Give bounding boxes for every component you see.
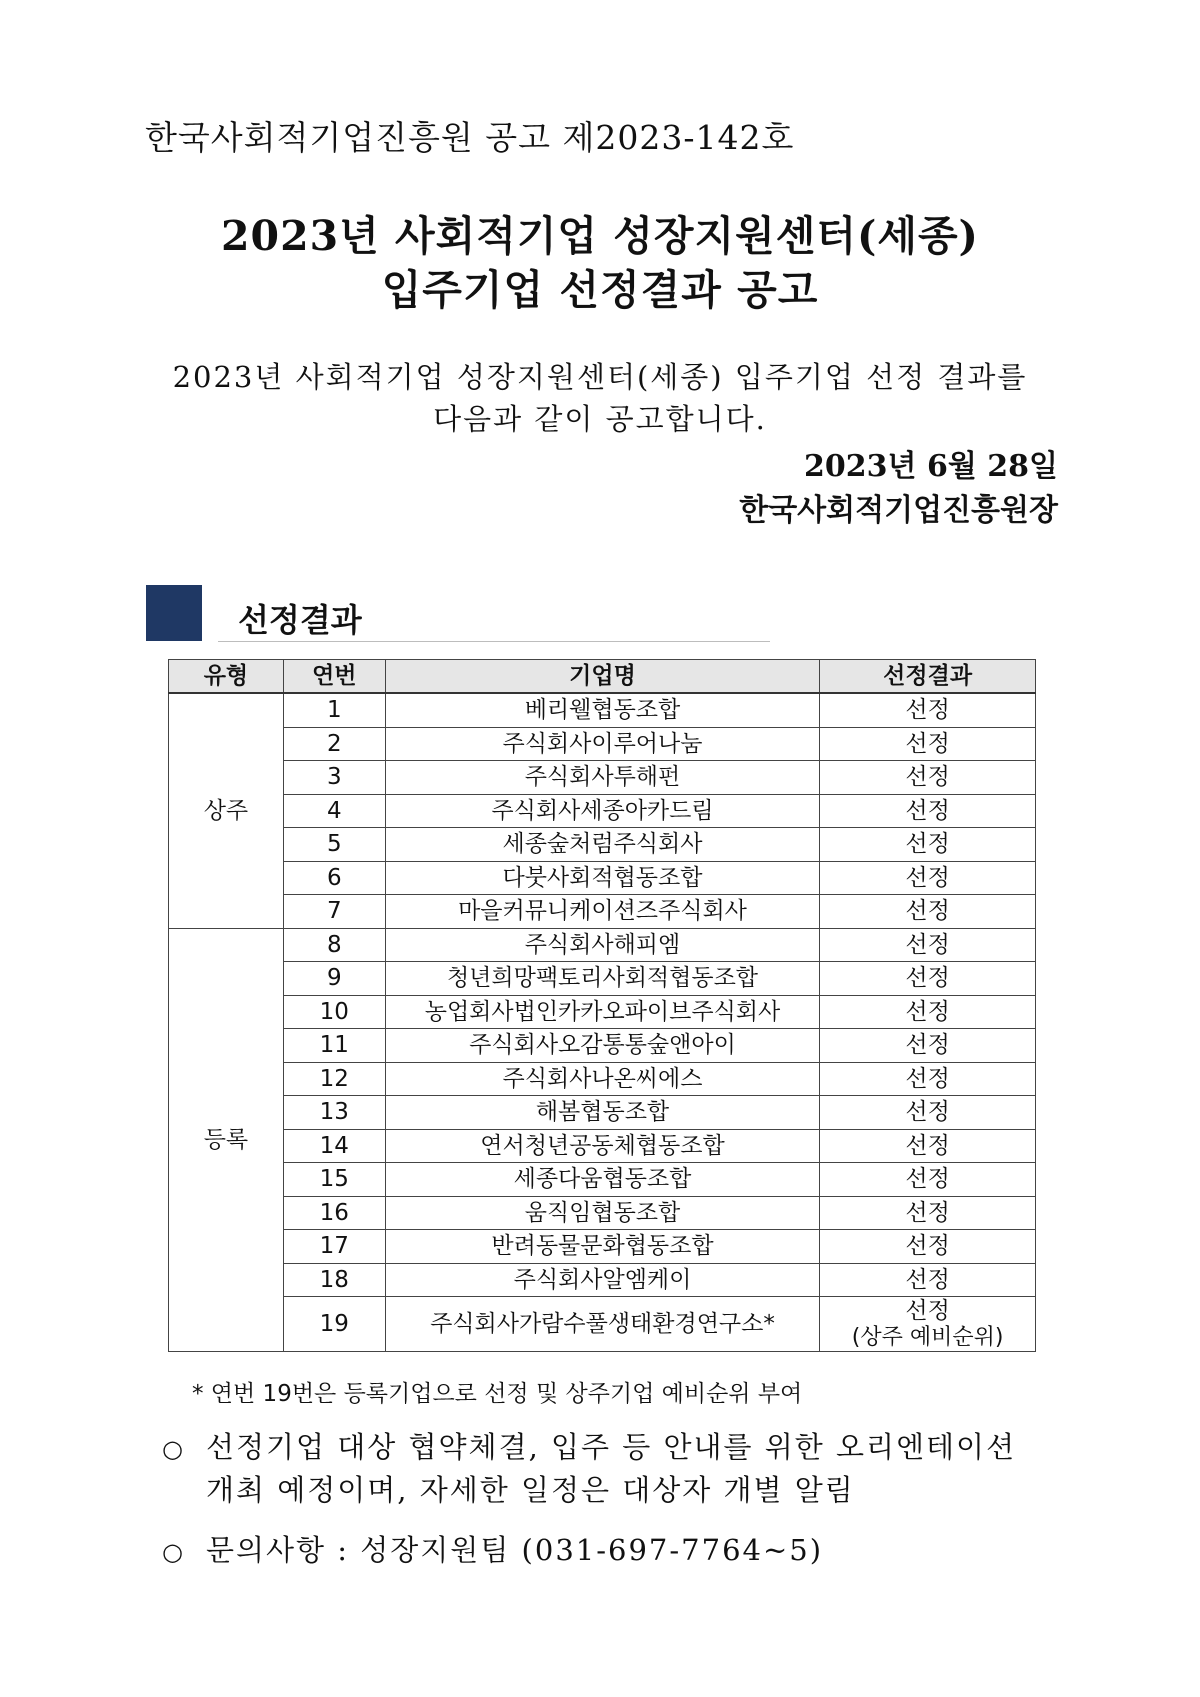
circle-bullet-icon: ○ (162, 1435, 185, 1463)
row-result: 선정 (905, 1298, 950, 1325)
row-number: 14 (283, 1129, 385, 1163)
row-number: 17 (283, 1230, 385, 1264)
row-number: 3 (283, 761, 385, 795)
intro-line-2: 다음과 같이 공고합니다. (433, 402, 767, 436)
row-result: 선정 (820, 861, 1036, 895)
notice-number: 한국사회적기업진흥원 공고 제2023-142호 (145, 118, 795, 157)
announcement-date: 2023년 6월 28일 (804, 449, 1058, 484)
row-result: 선정 (820, 928, 1036, 962)
row-result: 선정 (820, 1230, 1036, 1264)
table-row (169, 1297, 1036, 1352)
row-company: 주식회사세종아카드림 (385, 794, 819, 828)
row-result: 선정 (820, 1196, 1036, 1230)
table-row (169, 828, 1036, 862)
table-row (169, 761, 1036, 795)
row-company: 주식회사오감통통숲앤아이 (385, 1029, 819, 1063)
table-row (169, 1196, 1036, 1230)
footnote: * 연번 19번은 등록기업으로 선정 및 상주기업 예비순위 부여 (192, 1381, 803, 1407)
header-company: 기업명 (385, 660, 819, 694)
row-result-cell (820, 1297, 1036, 1352)
row-result: 선정 (820, 962, 1036, 996)
row-number: 13 (283, 1096, 385, 1130)
row-result: 선정 (820, 794, 1036, 828)
table-row (169, 895, 1036, 929)
table-row (169, 1062, 1036, 1096)
table-row (169, 727, 1036, 761)
bullet-text: 문의사항 : 성장지원팀 (031-697-7764~5) (206, 1533, 824, 1567)
table-row (169, 928, 1036, 962)
row-company: 주식회사해피엠 (385, 928, 819, 962)
section-divider (218, 641, 770, 642)
table-row (169, 1029, 1036, 1063)
row-number: 11 (283, 1029, 385, 1063)
table-row (169, 1096, 1036, 1130)
row-company: 청년희망팩토리사회적협동조합 (385, 962, 819, 996)
row-result: 선정 (820, 1129, 1036, 1163)
row-company: 움직임협동조합 (385, 1196, 819, 1230)
table-row (169, 1163, 1036, 1197)
bullet-text: 선정기업 대상 협약체결, 입주 등 안내를 위한 오리엔테이션 (206, 1430, 1017, 1464)
row-number: 15 (283, 1163, 385, 1197)
row-number: 9 (283, 962, 385, 996)
row-result: 선정 (820, 828, 1036, 862)
row-number: 18 (283, 1263, 385, 1297)
section-title: 선정결과 (238, 601, 362, 639)
row-number: 4 (283, 794, 385, 828)
row-number: 19 (283, 1297, 385, 1352)
row-company: 마을커뮤니케이션즈주식회사 (385, 895, 819, 929)
row-company: 베리웰협동조합 (385, 693, 819, 727)
row-company: 반려동물문화협동조합 (385, 1230, 819, 1264)
table-row (169, 1230, 1036, 1264)
row-number: 2 (283, 727, 385, 761)
table-row (169, 995, 1036, 1029)
row-number: 8 (283, 928, 385, 962)
table-row (169, 1129, 1036, 1163)
result-table (168, 659, 1036, 1352)
row-result: 선정 (820, 1029, 1036, 1063)
table-row (169, 962, 1036, 996)
row-number: 16 (283, 1196, 385, 1230)
row-result: 선정 (820, 1263, 1036, 1297)
row-result: 선정 (820, 1163, 1036, 1197)
table-row (169, 693, 1036, 727)
row-result: 선정 (820, 995, 1036, 1029)
header-number: 연번 (283, 660, 385, 694)
row-number: 1 (283, 693, 385, 727)
page-title-line-2: 입주기업 선정결과 공고 (381, 266, 819, 314)
table-row (169, 861, 1036, 895)
table-row (169, 1263, 1036, 1297)
section-marker (146, 585, 202, 641)
row-result-note: (상주 예비순위) (851, 1324, 1004, 1350)
row-company: 세종다움협동조합 (385, 1163, 819, 1197)
bullet-orientation (162, 1425, 1016, 1466)
row-company: 농업회사법인카카오파이브주식회사 (385, 995, 819, 1029)
header-result: 선정결과 (820, 660, 1036, 694)
row-company: 주식회사가람수풀생태환경연구소* (385, 1297, 819, 1352)
row-number: 7 (283, 895, 385, 929)
table-header-row (169, 660, 1036, 694)
row-result: 선정 (820, 761, 1036, 795)
row-number: 6 (283, 861, 385, 895)
page-title-line-1: 2023년 사회적기업 성장지원센터(세종) (221, 212, 979, 260)
row-result: 선정 (820, 1062, 1036, 1096)
row-number: 5 (283, 828, 385, 862)
row-result: 선정 (820, 693, 1036, 727)
group-resident: 상주 (169, 693, 284, 928)
table-row (169, 794, 1036, 828)
row-number: 10 (283, 995, 385, 1029)
row-result: 선정 (820, 727, 1036, 761)
row-company: 해봄협동조합 (385, 1096, 819, 1130)
header-type: 유형 (169, 660, 284, 694)
group-registered: 등록 (169, 928, 284, 1352)
intro-line-1: 2023년 사회적기업 성장지원센터(세종) 입주기업 선정 결과를 (172, 360, 1028, 394)
row-company: 주식회사나온씨에스 (385, 1062, 819, 1096)
row-company: 주식회사투해펀 (385, 761, 819, 795)
circle-bullet-icon: ○ (162, 1538, 185, 1566)
row-company: 주식회사이루어나눔 (385, 727, 819, 761)
row-company: 다붓사회적협동조합 (385, 861, 819, 895)
signer: 한국사회적기업진흥원장 (739, 493, 1058, 528)
row-company: 세종숲처럼주식회사 (385, 828, 819, 862)
row-number: 12 (283, 1062, 385, 1096)
row-result: 선정 (820, 895, 1036, 929)
bullet-inquiry (162, 1528, 823, 1569)
row-result: 선정 (820, 1096, 1036, 1130)
row-company: 연서청년공동체협동조합 (385, 1129, 819, 1163)
row-company: 주식회사알엠케이 (385, 1263, 819, 1297)
bullet-orientation-continued: 개최 예정이며, 자세한 일정은 대상자 개별 알림 (206, 1473, 855, 1507)
